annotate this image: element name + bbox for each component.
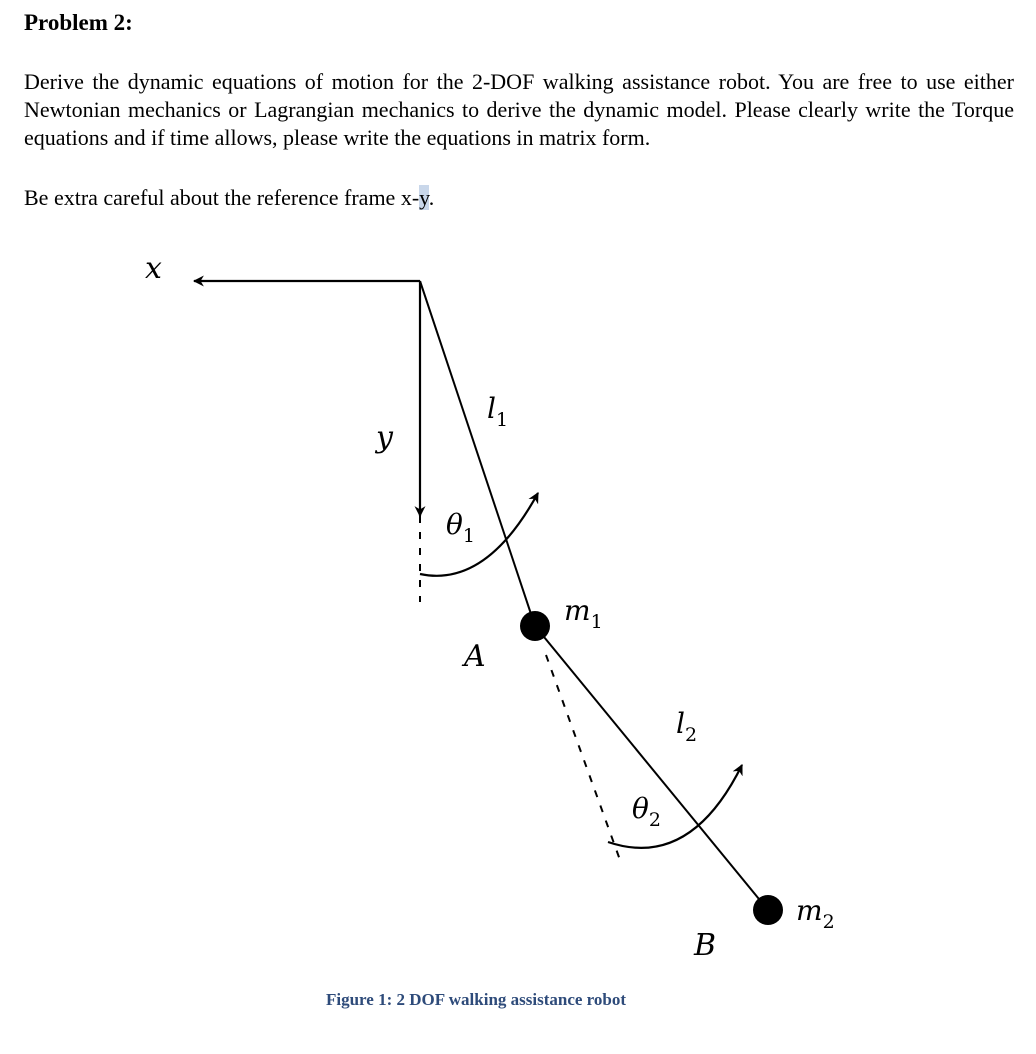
theta-1-label: $\theta_1$	[446, 508, 475, 547]
link-2-label: $l_2$	[676, 707, 698, 746]
link-1	[420, 281, 535, 626]
link-1-label: $l_1$	[487, 392, 509, 431]
mass-2-label: $m_2$	[796, 894, 835, 933]
point-b-label: B	[694, 928, 717, 963]
mass-2-dot	[753, 895, 783, 925]
theta-2-label: $\theta_2$	[632, 792, 661, 831]
frame-note-period: .	[428, 185, 435, 210]
axis-x-label: x	[145, 251, 162, 286]
frame-note-text: Be extra careful about the reference frame x-	[24, 185, 420, 210]
mass-1-dot	[520, 611, 550, 641]
figure-caption: Figure 1: 2 DOF walking assistance robot	[326, 990, 627, 1009]
link-2	[535, 626, 768, 910]
mass-1-label: $m_1$	[564, 594, 603, 633]
theta2-arc	[608, 765, 742, 848]
problem-description: Derive the dynamic equations of motion for the 2-DOF walking assistance robot. You are free to use either Newtonian mechanics or Lagrangian mechanics to derive the dynamic model. Please clearly write the Torque equations and if time allows, please write the equations in matrix form.	[24, 69, 1014, 150]
point-a-label: A	[464, 639, 486, 674]
axis-y-label: y	[376, 420, 393, 455]
highlighted-y: y	[419, 185, 429, 210]
problem-title: Problem 2:	[24, 10, 133, 35]
theta1-arc	[420, 493, 538, 576]
